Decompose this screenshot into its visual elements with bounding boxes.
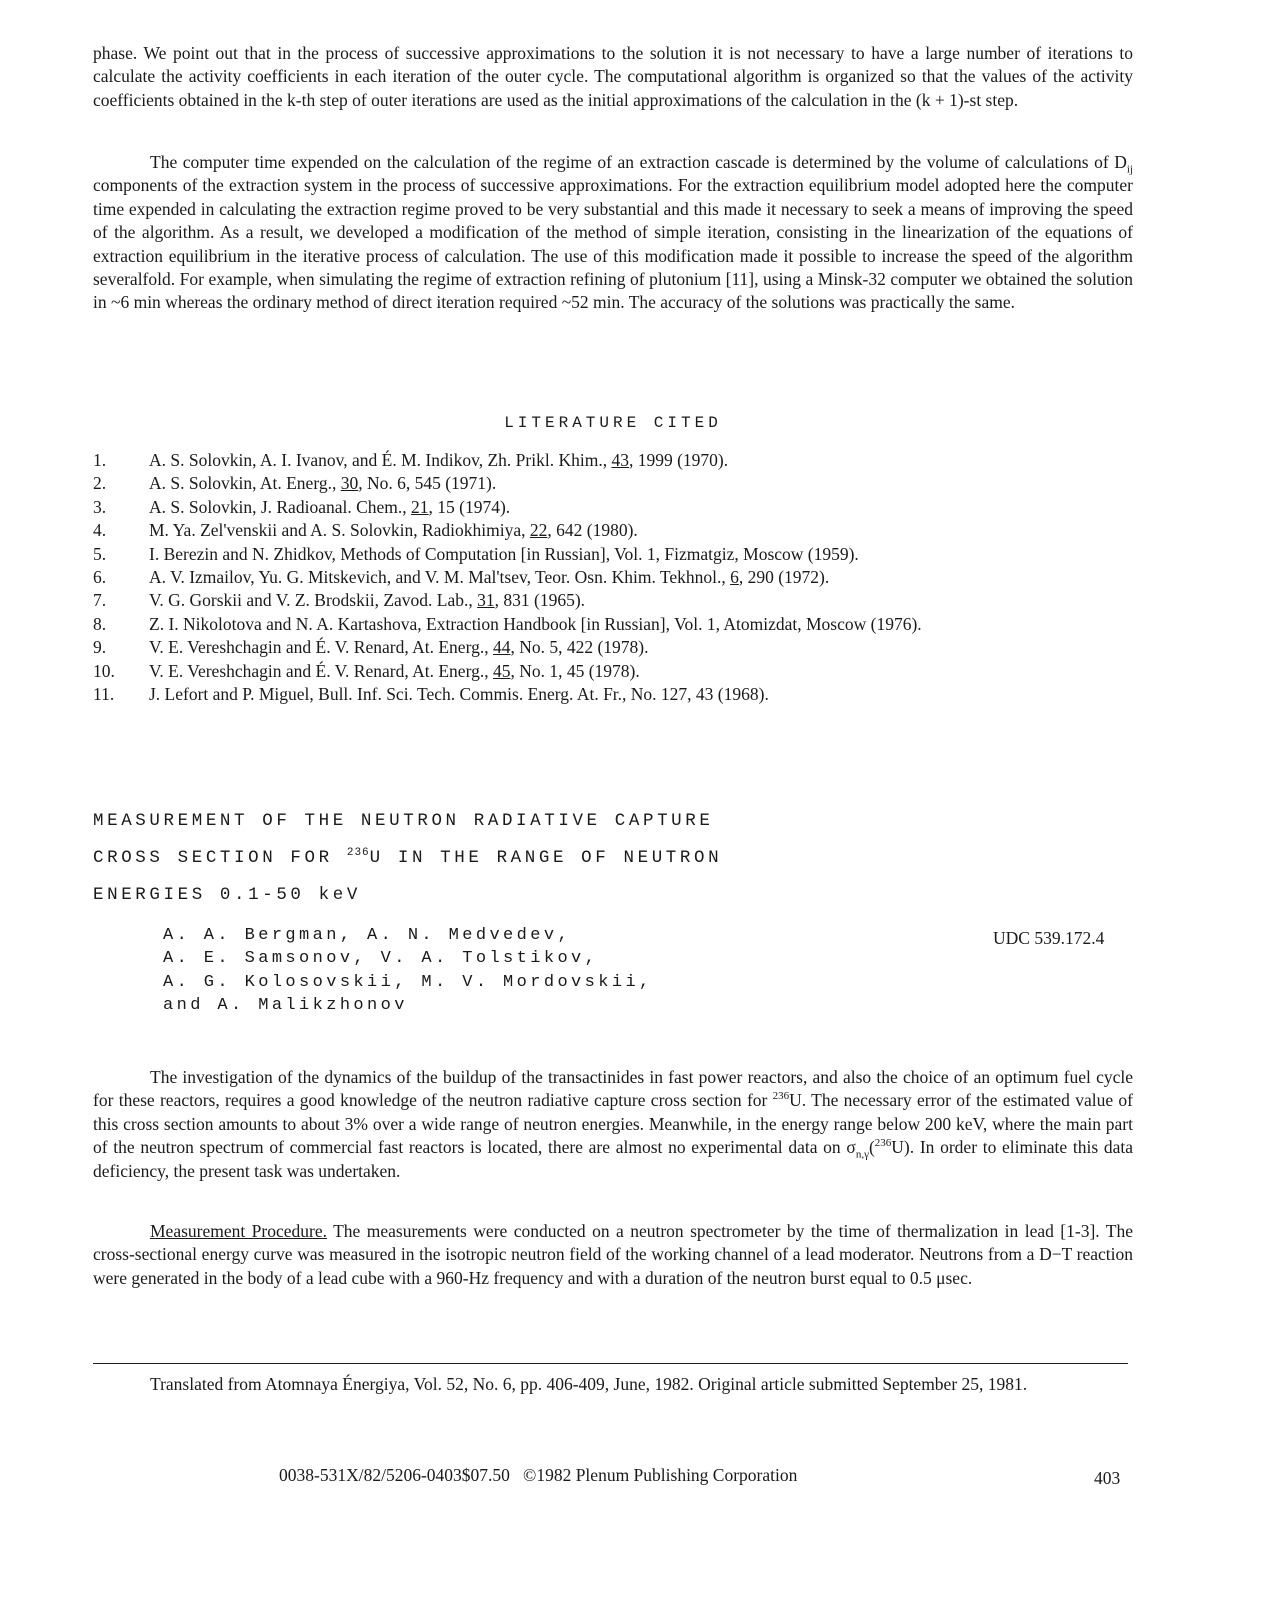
reference-text: A. V. Izmailov, Yu. G. Mitskevich, and V. M. Mal'tsev, Teor. Osn. Khim. Tekhnol., 6, 290 (1972). <box>149 567 830 588</box>
volume-number: 44 <box>492 637 511 658</box>
reference-number: 2. <box>93 473 107 494</box>
reference-text: M. Ya. Zel'venskii and A. S. Solovkin, Radiokhimiya, 22, 642 (1980). <box>149 520 638 541</box>
reference-number: 8. <box>93 613 107 634</box>
reference-text: A. S. Solovkin, A. I. Ivanov, and É. M. Indikov, Zh. Prikl. Khim., 43, 1999 (1970). <box>149 450 729 470</box>
reference-number: 4. <box>93 520 107 541</box>
udc-code: UDC 539.172.4 <box>993 928 1105 948</box>
reference-number: 5. <box>93 543 107 564</box>
publication-code: 0038-531X/82/5206-0403$07.50 <box>279 1465 510 1485</box>
reference-item <box>93 519 1133 542</box>
reference-item <box>93 496 1133 519</box>
paragraph-text: phase. We point out that in the process of successive approximations to the solution it is not necessary to have a large number of iterations to calculate the activity coefficients in each iteration of the outer cycle. The computational algorithm is organized so that the values of the activity coefficients obtained in the k-th step of outer iterations are used as the initial approximations of the calculation in the (k + 1)-st step. <box>93 43 1133 110</box>
reference-list <box>93 449 1133 706</box>
reference-text: I. Berezin and N. Zhidkov, Methods of Computation [in Russian], Vol. 1, Fizmatgiz, Moscow (1959). <box>149 543 859 564</box>
footnote-divider <box>93 1363 1128 1364</box>
volume-number: 22 <box>529 520 548 541</box>
reference-item <box>93 449 1133 472</box>
article-title: MEASUREMENT OF THE NEUTRON RADIATIVE CAPTURE CROSS SECTION FOR $^{236}$U IN THE RANGE OF NEUTRON ENERGIES 0.1-50 keV <box>93 811 723 905</box>
reference-text: V. E. Vereshchagin and É. V. Renard, At. Energ., 44, No. 5, 422 (1978). <box>149 637 649 658</box>
reference-number: 3. <box>93 496 107 517</box>
paragraph-text: The investigation of the dynamics of the buildup of the transactinides in fast power reactors, and also the choice of an optimum fuel cycle for these reactors, requires a good knowledge of the neutron radiative capture cross section for $^{236}$U. The necessary error of the estimated value of this cross section amounts to about 3% over a wide range of neutron energies. Meanwhile, in the energy range below 200 keV, where the main part of the neutron spectrum of commercial fast reactors is located, there are almost no experimental data on $\sigma_{n,\gamma}(^{236}U)$. In order to eliminate this data deficiency, the present task was undertaken. <box>93 1067 1133 1181</box>
volume-number: 31 <box>477 590 495 611</box>
volume-number: 45 <box>492 660 511 681</box>
reference-item <box>93 660 1133 683</box>
paragraph-iteration-note <box>93 42 1133 112</box>
reference-item <box>93 566 1133 589</box>
author-line: A. E. Samsonov, V. A. Tolstikov, <box>163 949 599 969</box>
reference-text: V. E. Vereshchagin and É. V. Renard, At. Energ., 45, No. 1, 45 (1978). <box>149 660 640 681</box>
volume-number: 6 <box>730 567 739 588</box>
reference-text: A. S. Solovkin, At. Energ., 30, No. 6, 545 (1971). <box>149 473 497 494</box>
reference-item <box>93 683 1133 706</box>
paragraph-text: The computer time expended on the calculation of the regime of an extraction cascade is determined by the volume of calculations of $D_{ij}$ components of the extraction system in the process of successive approximations. For the extraction equilibrium model adopted here the computer time expended in calculating the extraction regime proved to be very substantial and this made it necessary to seek a means of improving the speed of the algorithm. As a result, we developed a modification of the method of simple iteration, consisting in the linearization of the equations of extraction equilibrium in the iterative process of calculation. The use of this modification made it possible to increase the speed of the algorithm severalfold. For example, when simulating the regime of extraction refining of plutonium [11], using a Minsk-32 computer we obtained the solution in ~6 min whereas the ordinary method of direct iteration required ~52 min. The accuracy of the solutions was practically the same. <box>93 152 1133 313</box>
reference-text: A. S. Solovkin, J. Radioanal. Chem., 21, 15 (1974). <box>149 496 511 517</box>
reference-item <box>93 613 1133 636</box>
author-list <box>163 924 783 1018</box>
author-line: and A. Malikzhonov <box>163 996 408 1016</box>
footnote <box>93 1373 1133 1396</box>
reference-text: V. G. Gorskii and V. Z. Brodskii, Zavod. Lab., 31, 831 (1965). <box>149 590 586 611</box>
reference-number: 9. <box>93 637 107 658</box>
reference-number: 7. <box>93 590 107 611</box>
reference-item <box>93 472 1133 495</box>
reference-number: 11. <box>93 684 115 705</box>
section-heading: Measurement Procedure. <box>150 1221 327 1241</box>
author-line: A. A. Bergman, A. N. Medvedev, <box>163 926 572 945</box>
footnote-text: Translated from Atomnaya Énergiya, Vol. 52, No. 6, pp. 406-409, June, 1982. Original article submitted September 25, 1981. <box>150 1374 1028 1394</box>
author-line: A. G. Kolosovskii, M. V. Mordovskii, <box>163 972 653 992</box>
page-number: 403 <box>1094 1468 1121 1488</box>
reference-item <box>93 589 1133 612</box>
literature-cited-heading: LITERATURE CITED <box>504 414 722 432</box>
paragraph-computer-time <box>93 151 1133 315</box>
reference-text: Z. I. Nikolotova and N. A. Kartashova, Extraction Handbook [in Russian], Vol. 1, Atomizdat, Moscow (1976). <box>149 613 922 634</box>
reference-number: 1. <box>93 450 107 470</box>
copyright-notice: ©1982 Plenum Publishing Corporation <box>523 1465 798 1485</box>
volume-number: 30 <box>340 473 359 494</box>
reference-item <box>93 543 1133 566</box>
paragraph-introduction <box>93 1066 1133 1183</box>
volume-number: 43 <box>611 450 629 470</box>
paragraph-measurement-procedure <box>93 1220 1133 1290</box>
reference-number: 10. <box>93 660 115 681</box>
publication-footer <box>279 1464 797 1487</box>
reference-item <box>93 636 1133 659</box>
volume-number: 21 <box>411 496 429 517</box>
paragraph-text: Measurement Procedure. The measurements were conducted on a neutron spectrometer by the time of thermalization in lead [1-3]. The cross-sectional energy curve was measured in the isotropic neutron field of the working channel of a lead moderator. Neutrons from a D−T reaction were generated in the body of a lead cube with a 960-Hz frequency and with a duration of the neutron burst equal to 0.5 μsec. <box>93 1221 1133 1288</box>
reference-text: J. Lefort and P. Miguel, Bull. Inf. Sci. Tech. Commis. Energ. At. Fr., No. 127, 43 (1968). <box>149 684 769 705</box>
reference-number: 6. <box>93 567 107 588</box>
